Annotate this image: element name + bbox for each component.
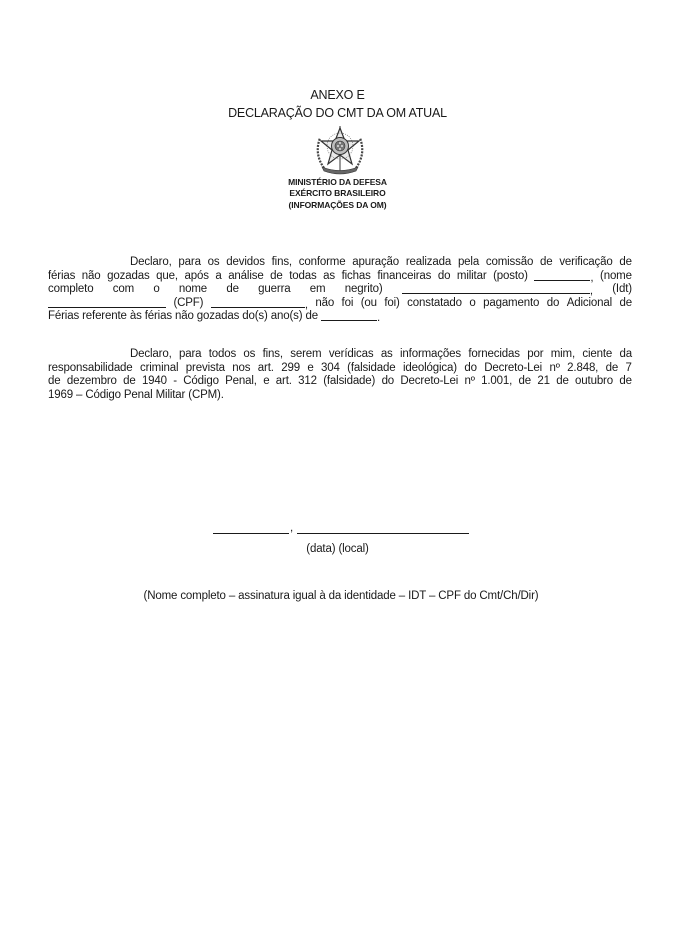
word: após: [184, 269, 209, 282]
word: nome: [178, 283, 208, 295]
word: do: [437, 269, 451, 282]
paragraph-line: [48, 348, 632, 362]
word: (nome: [600, 269, 632, 282]
word: guerra: [258, 283, 291, 295]
word: não: [81, 269, 101, 282]
word: criminal: [139, 361, 179, 374]
ministry-line: MINISTÉRIO DA DEFESA: [288, 177, 387, 187]
date-place-caption: (data) (local): [306, 543, 369, 555]
word: de: [270, 269, 283, 282]
word: os: [243, 348, 256, 360]
word: (falsidade: [347, 361, 396, 374]
word: fins,: [271, 256, 292, 268]
word: mim,: [550, 348, 576, 360]
word: fins,: [262, 348, 283, 360]
word: de: [605, 361, 619, 374]
paragraph-line: [48, 389, 632, 403]
word: de: [619, 375, 632, 387]
word: o: [153, 283, 160, 295]
word: Adicional: [566, 296, 613, 309]
date-blank: [213, 520, 289, 534]
word: informações: [400, 348, 461, 360]
fill-in-blank: .: [321, 310, 380, 324]
word: nº: [549, 361, 560, 374]
declaration-paragraph-2: [48, 348, 632, 402]
word: completo: [48, 283, 94, 295]
word: de: [540, 256, 553, 268]
word: do: [381, 375, 395, 387]
word: constatado: [407, 296, 462, 309]
word: as: [380, 348, 393, 360]
word: foi): [384, 296, 400, 309]
word: o: [469, 296, 476, 309]
word: pagamento: [483, 296, 540, 309]
word: 1969 – Código Penal Militar (CPM).: [48, 388, 224, 401]
word: 299: [281, 361, 300, 374]
word: 21: [537, 375, 550, 387]
word: Férias referente às férias não gozadas do(s) ano(s) de: [48, 310, 318, 322]
word: art.: [275, 375, 292, 387]
word: -: [173, 375, 177, 387]
word: e: [307, 361, 314, 374]
word: Código: [183, 375, 219, 387]
word: de: [556, 375, 569, 387]
word: férias: [48, 269, 76, 282]
word: de: [123, 375, 136, 387]
brazil-coat-of-arms-icon: [310, 124, 370, 176]
word: 1940: [141, 375, 167, 387]
word: realizada: [405, 256, 452, 268]
word: de: [619, 296, 632, 309]
word: 304: [321, 361, 340, 374]
word: por: [527, 348, 544, 360]
word: do: [464, 361, 477, 374]
word: fornecidas: [468, 348, 520, 360]
word: análise: [228, 269, 264, 282]
word: 1.001,: [481, 375, 513, 387]
word: fichas: [341, 269, 371, 282]
word: pela: [457, 256, 480, 268]
word: financeiras: [377, 269, 432, 282]
paragraph-line: [48, 256, 632, 270]
word: (CPF): [173, 296, 204, 309]
word: todas: [289, 269, 317, 282]
word: Decreto-Lei: [484, 361, 543, 374]
word: e: [263, 375, 270, 387]
word: os: [207, 256, 220, 268]
declaration-title: DECLARAÇÃO DO CMT DA OM ATUAL: [228, 106, 447, 120]
word: ideológica): [402, 361, 457, 374]
declaration-paragraph-1: [48, 256, 632, 324]
word: conforme: [298, 256, 346, 268]
word: 7: [625, 361, 632, 374]
word: nos: [232, 361, 251, 374]
word: de: [518, 375, 532, 387]
date-place-separator: ,: [290, 522, 294, 534]
word: da: [619, 348, 632, 360]
fill-in-blank: ,: [402, 283, 593, 297]
word: comissão: [485, 256, 534, 268]
word: para: [178, 256, 201, 268]
paragraph-line: [48, 270, 632, 284]
signer-name-caption: (Nome completo – assinatura igual à da identidade – IDT – CPF do Cmt/Ch/Dir): [143, 590, 539, 602]
word: gozadas: [107, 269, 150, 282]
paragraph-line: [48, 310, 632, 324]
fill-in-blank: ,: [211, 297, 308, 311]
word: Decreto-Lei: [400, 375, 459, 387]
word: outubro: [575, 375, 613, 387]
word: verídicas: [328, 348, 374, 360]
paragraph-line: [48, 362, 632, 376]
word: ciente: [582, 348, 613, 360]
word: em: [309, 283, 326, 295]
fill-in-blank: ,: [534, 270, 593, 284]
word: apuração: [352, 256, 400, 268]
word: para: [178, 348, 202, 360]
word: verificação: [559, 256, 613, 268]
word: (falsidade): [323, 375, 376, 387]
word: que,: [156, 269, 178, 282]
word: de: [226, 283, 239, 295]
word: foi: [341, 296, 354, 309]
word: todos: [208, 348, 237, 360]
date-place-line: [213, 520, 473, 536]
word: as: [323, 269, 336, 282]
word: nº: [464, 375, 475, 387]
word: 2.848,: [567, 361, 599, 374]
word: negrito): [344, 283, 383, 295]
paragraph-line: [48, 297, 632, 311]
word: prevista: [185, 361, 225, 374]
word: Declaro,: [130, 348, 172, 360]
word: serem: [290, 348, 322, 360]
word: de: [48, 375, 61, 387]
word: (Idt): [612, 283, 632, 295]
word: devidos: [226, 256, 265, 268]
word: Penal,: [225, 375, 257, 387]
fill-in-blank: [48, 297, 166, 311]
army-line: EXÉRCITO BRASILEIRO: [289, 188, 386, 198]
word: de: [619, 256, 632, 268]
annex-title: ANEXO E: [310, 88, 365, 102]
word: Declaro,: [130, 256, 172, 268]
paragraph-line: [48, 283, 632, 297]
word: 312: [298, 375, 317, 387]
word: não: [315, 296, 335, 309]
paragraph-line: [48, 375, 632, 389]
om-info-line: (INFORMAÇÕES DA OM): [288, 200, 387, 210]
word: a: [215, 269, 222, 282]
word: art.: [257, 361, 274, 374]
word: responsabilidade: [48, 361, 133, 374]
word: com: [112, 283, 135, 295]
word: do: [546, 296, 560, 309]
word: (ou: [360, 296, 377, 309]
place-blank: [297, 520, 469, 534]
word: dezembro: [66, 375, 117, 387]
word: militar: [456, 269, 487, 282]
word: (posto): [493, 269, 528, 282]
